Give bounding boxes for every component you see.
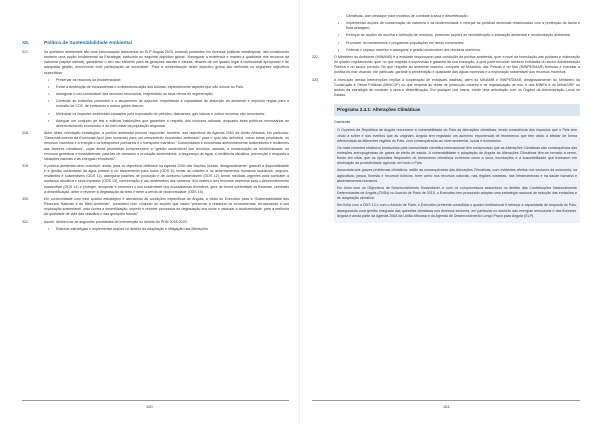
list-item: • Elaborar estratégias e implementar acções no âmbito da Adaptação e Mitigação das Alterações — [48, 226, 209, 231]
list-item: • Ordenar o espaço marinho e assegurar a gestão sustentável dos recursos marinhos. — [338, 47, 482, 52]
right-page — [300, 0, 600, 424]
bullet-list-top — [312, 21, 580, 53]
bullet-list-321 — [22, 227, 289, 232]
list-item: • Preservar os recursos da biodiversidade; — [48, 77, 122, 82]
footer-rule — [312, 400, 580, 401]
list-item: • Assegurar o uso sustentável dos recursos renováveis, respeitando os seus ritmos de regeneração; — [48, 92, 214, 97]
list-item: • Adequar um conjunto de leis e edificar instituições que garantam o respeito dos recursos naturais, enquanto bens públicos necessários ao desenvolvimento económico e ao bem-estar da população angolana. — [48, 118, 289, 128]
paragraph-text: O Ministério do Ambiente (MINAMB) é a entidade responsável pela condução da política ambiental, quer a nível da formulação das políticas e elaboração do quadro regulamentar, quer no que respeita à supervisão e garantia da sua execução, a qual pode envolver também entidades do sector Administração Pública e do sector privado. No que respeita ao ambiente marinho, compete ao Ministério das Pescas e do Mar (MINPESMAR) formular e executar a política do mar visando, em particular, garantir a preservação e qualidade das águas marinhas e a exploração sustentável dos recursos marinhos. — [334, 54, 580, 75]
context-paragraph: Em linha com os Objectivos de Desenvolvimento Sustentável, e com os compromissos assumidos no âmbito das Contribuições Nacionalmente Determinadas de Angola (CNDs) no Acordo de Paris de 2015, o Executivo tem procurado adoptar uma estratégia nacional de redução das emissões e de adaptação climática. — [337, 185, 577, 201]
paragraph-text: A política ambiental deve contribuir, ainda, para os objectivos definidos na Agenda 2030 das Nações Unidas, designadamente: garantir a disponibilidade e a gestão sustentável da água potável e do saneamento para todos (ODS 6), tornar as cidades e os assentamentos humanos inclusivos, seguros, resilientes e sustentáveis (ODS 11), assegurar padrões de produção e de consumo sustentáveis (ODS 12), tomar medidas urgentes para combater a mudança climática e seus impactos (ODS 13), conservação e uso sustentável dos oceanos, dos mares e dos recursos marinhos para o desenvolvimento sustentável (ODS 14) e proteger, recuperar e promover o uso sustentável dos ecossistemas terrestres, gerir de forma sustentável as florestas, combater a desertificação, deter e reverter a degradação da terra e deter a perda de biodiversidade (ODS 15). — [44, 163, 289, 194]
footer-rule — [22, 400, 289, 401]
paragraph-number: 322. — [312, 54, 319, 59]
bullet-icon: • — [338, 47, 340, 52]
page-number: 180 — [146, 404, 153, 409]
bullet-icon: • — [338, 21, 340, 26]
context-paragraph: O Governo da República de Angola reconhece a vulnerabilidade do País às alterações climáticas, tendo consciência dos impactos que o País tem vindo a sofrer e dos eventos que as originam. Angola tem registado um aumento exponencial de fenómenos que têm vindo a afectar de forma diferenciada as diferentes regiões do País, com consequências ao nível ambiental, social e económico. — [337, 128, 577, 143]
page-number: 181 — [443, 404, 450, 409]
paragraph-number: 317. — [22, 50, 29, 54]
programme-title-box: Programa 2.4.1: Alterações Climáticas — [334, 104, 580, 116]
section-title: Política de Sustentabilidade Ambiental — [44, 41, 133, 46]
list-item: • Reforçar as acções de recolha e selecção de resíduos, promover acções de sensibilização e educação ambiental e monitorização ambiental; — [338, 33, 571, 38]
paragraph-text: Além desta orientação estratégica, a política ambiental procura responder, também, aos objectivos da Agenda 2063 da União Africana, em particular: “Desenvolvimento da Economia Azul (dos oceanos) para um crescimento económico acelerado” para o qual são definidos, como áreas prioritárias, os recursos marinhos e a energia e os transportes portuários e o transporte marítimo; “Comunidades e economias ambientalmente sustentáveis e resilientes aos factores climáticos”, cujas áreas prioritárias compreendem a “gestão sustentável dos recursos naturais, a conservação da biodiversidade, os recursos genéticos e ecossistemas, padrões de consumo e produção sustentáveis, a segurança da água, a resiliência climática, prevenção e resposta a situações naturais e as energias renováveis”. — [44, 131, 289, 161]
section-number: XII. — [22, 41, 30, 46]
bullet-list-317 — [22, 78, 289, 129]
paragraph-text: Em conformidade com este quadro estratégico e atendendo às condições específicas de Angola, a visão do Executivo para a “Sustentabilidade dos Recursos Naturais e do Meio Ambiente”, consistem num conjunto de acções que visam “preservar e restaurar os ecossistemas, recuperando a sua exploração sustentável, lutar contra a desertificação, impedir e reverter processos de degradação dos solos e valorizar a biodiversidade, para a melhoria da qualidade de vida das cidadãos e das gerações futuras”. — [44, 196, 289, 217]
bullet-icon: • — [48, 77, 50, 82]
bullet-icon: • — [338, 40, 340, 45]
paragraph-323 — [312, 78, 580, 99]
list-item: • Evitar a destruição de ecossistemas e a desestruturação dos biomas, especialmente aqueles que são únicos ao País; — [48, 84, 244, 89]
paragraph-number: 319. — [22, 163, 29, 168]
paragraph-320 — [22, 197, 289, 218]
paragraph-number: 321. — [22, 219, 29, 224]
paragraph-number: 323. — [312, 77, 319, 82]
continued-bullet-text: Climáticas, com destaque para modelos de combate à seca e desertificação; — [346, 14, 469, 18]
paragraph-318 — [22, 131, 289, 162]
left-text-column — [22, 14, 289, 234]
right-text-column — [312, 14, 580, 223]
bullet-icon: • — [48, 99, 50, 104]
bullet-icon: • — [338, 33, 340, 38]
paragraph-321 — [22, 220, 289, 225]
bullet-icon: • — [48, 84, 50, 89]
section-heading — [22, 41, 289, 47]
context-paragraph: Os mais recentes relatórios produzidos pela comunidade científica internacional têm comprovado que as Alterações Climáticas são consequência das emissões antropogénicas de gases de efeito de estufa. A vulnerabilidade e adaptação de Angola às Alterações Climáticas têm-se tornado a cerne, tendo em vista, que os episódios frequentes de fenómenos climáticos extremos como a seca, inundações e a suscetibilidade que traduzem em diminuição da produtividade agrícola, em todo o País. — [337, 145, 577, 166]
paragraph-319 — [22, 164, 289, 195]
paragraph-text: As questões ambientais são uma preocupação transversal ao ELP Angola 2025, estando presentes em diversas políticas estratégicas, não constituindo também uma opção fundamental da Estratégia, traduzida no seguinte objectivo global: “Assegurar a existência e manter a qualidade dos recursos da natureza (capital natural), garantindo o seu uso eficiente para as gerações actuais e futuras, através de um quadro legal e institucional apropriado e de adequada gestão, envolvendo forte participação da sociedade”. Para a concretização deste objectivo global são definidos os seguintes objectivos específicos: — [44, 50, 289, 75]
paragraph-text: Assim, definem-se as seguintes prioridades de intervenção no âmbito do PDN 2018-2022: — [44, 219, 188, 224]
list-item: • Implementar acções de conservação da natureza e da biodiversidade e reforçar as políticas sectoriais relacionadas com a protecção da fauna e flora selvagem; — [338, 21, 580, 31]
list-item: • Controlar as emissões poluentes e o lançamento de dejectos, respeitando a capacidade de absorção do ambiente e impondo regras para a emissão de CO2, de emissores e outros gases tóxicos; — [48, 99, 289, 109]
bullet-icon: • — [48, 92, 50, 97]
bullet-icon: • — [48, 118, 50, 123]
bullet-icon: • — [48, 111, 50, 116]
context-paragraph: Associada aos graves problemas climáticos, estão as consequências das Alterações Climáticas, com evidentes efeitos nos sectores da economia, na agricultura, pesca, floresta e recursos hídricos, bem como nos recursos naturais, nas regiões costeiras, nas infraestruturas e na saúde humana e assentamentos humanos. — [337, 168, 577, 183]
context-heading: Contexto — [334, 120, 351, 125]
list-item: • Minimizar os impactes ambientais causados pela exploração do petróleo, diamantes, gás natural e outros recursos não renováveis; — [48, 111, 266, 116]
paragraph-number: 320. — [22, 196, 29, 201]
paragraph-322 — [312, 55, 580, 76]
context-paragraph: Em linha com o ODS 13 e com o Acordo de Paris, o Executivo pretende consolidar o quadro institucional e reforçar a capacidade de resposta do País, assegurando uma gestão integrada das questões climáticas nos diversos sectores, em particular no domínio das energias renováveis e das florestas. Angola é ainda parte da Agenda 2063 da União Africana e da Agenda de Desenvolvimento Longo Prazo para Angola (ELP). — [337, 203, 577, 218]
paragraph-number: 318. — [22, 131, 29, 136]
paragraph-text: A execução destas intervenções implica a cooperação de entidades distintas, além do MINAMB e MINPESMAR, designadamente: do Ministério da Construção e Obras Públicas (MINCOP) no que respeita às obras de protecção costeira e de regularização de rios, e dos MINEA e do MINAGRIF no âmbito da estratégia de combate à seca e desertificação. Em qualquer dos casos, existe uma articulação com os Órgãos da Administração Local do Estado. — [334, 77, 580, 98]
bullet-icon: • — [48, 226, 50, 231]
list-item: • Promover os mecanismos e programas populações em áreas vulneráveis; — [338, 40, 465, 45]
context-box — [334, 127, 580, 223]
paragraph-317 — [22, 50, 289, 76]
